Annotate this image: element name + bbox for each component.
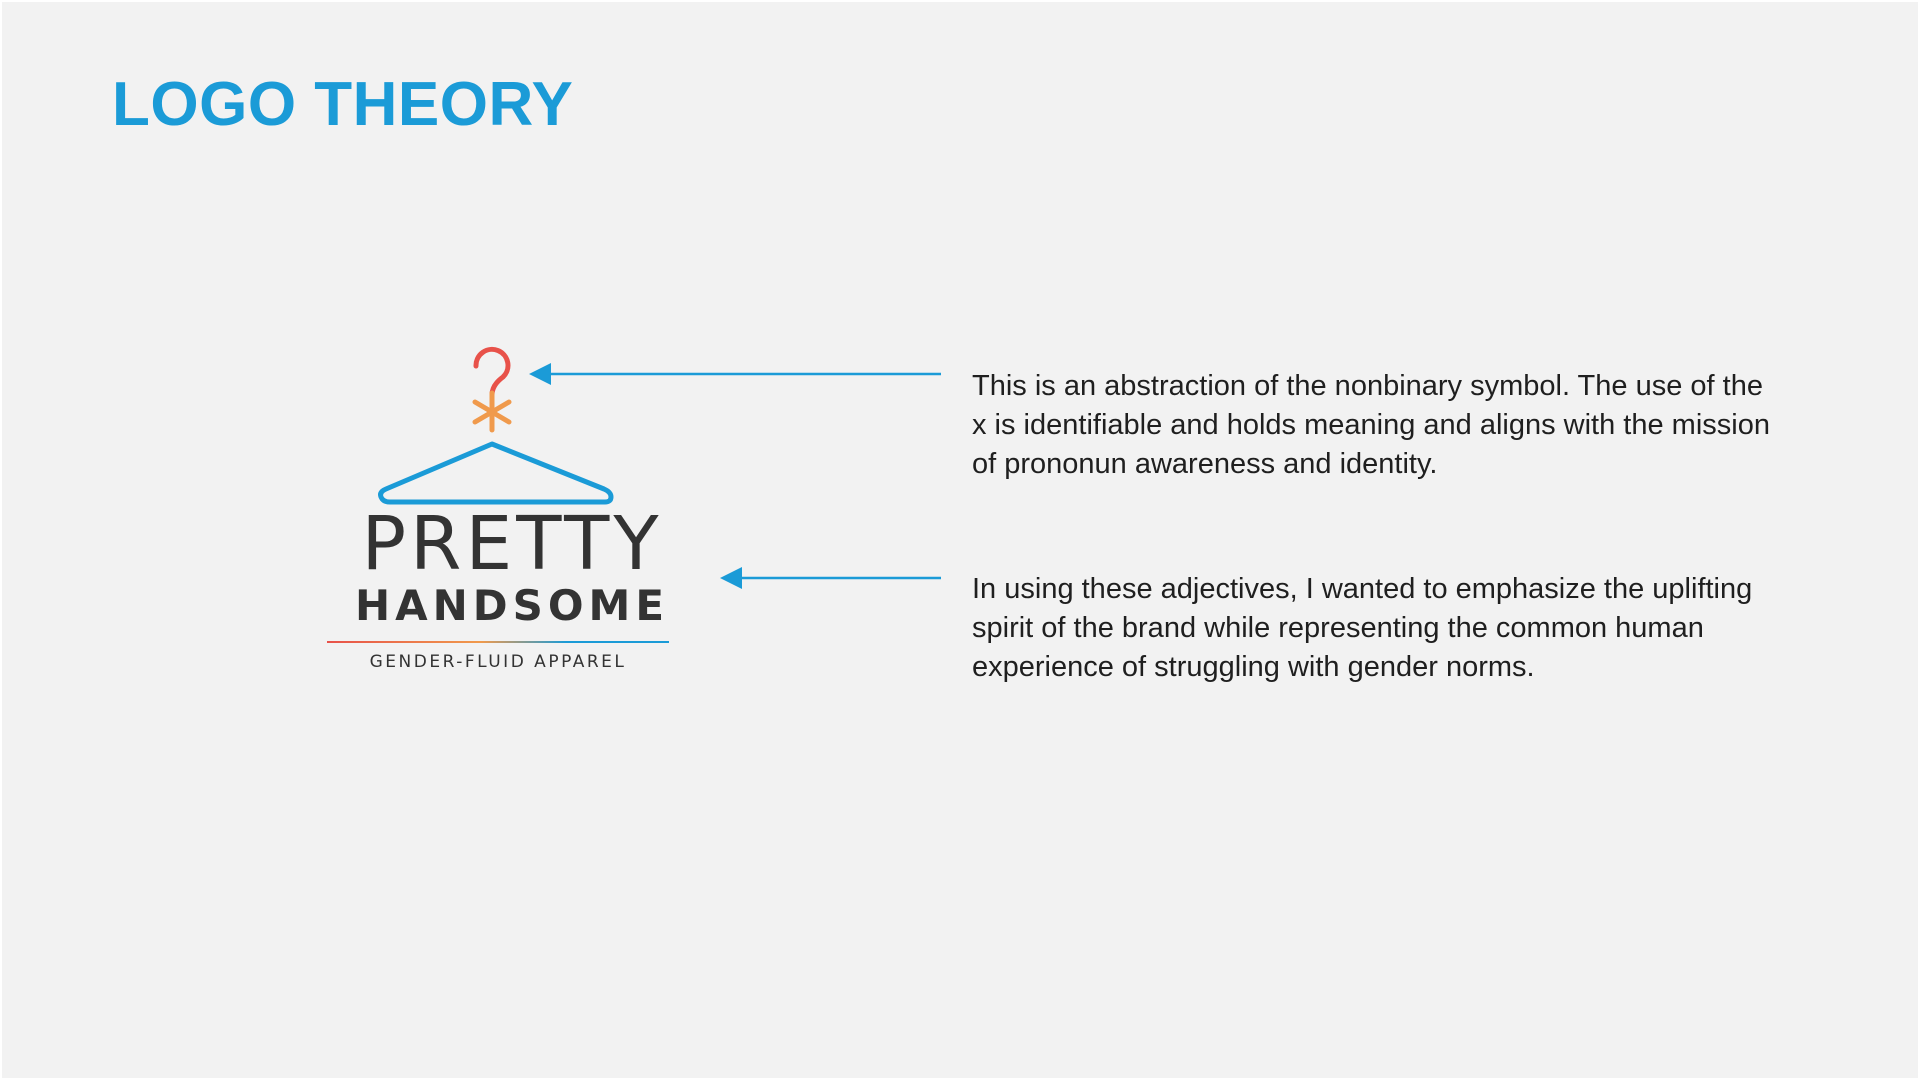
brand-name-pretty: PRETTY: [361, 501, 663, 587]
brand-tagline: GENDER-FLUID APPAREL: [369, 652, 627, 672]
arrow-left-icon: [718, 566, 948, 590]
annotation-nonbinary-symbol: This is an abstraction of the nonbinary symbol. The use of the x is identifiable and holds meaning and aligns with the mission of prononun awareness and identity.: [972, 370, 1770, 480]
asterisk-icon: [475, 393, 509, 430]
annotation-adjectives: In using these adjectives, I wanted to emphasize the uplifting spirit of the brand while representing the common human experience of struggling with gender norms.: [972, 573, 1753, 683]
slide-title: LOGO THEORY: [112, 70, 574, 139]
brand-divider: [327, 641, 669, 643]
slide: [2, 2, 1918, 1078]
arrow-left-icon: [527, 362, 947, 386]
hanger-icon: [381, 444, 611, 502]
hook-icon: [476, 349, 508, 395]
brand-name-handsome: HANDSOME: [354, 581, 670, 630]
